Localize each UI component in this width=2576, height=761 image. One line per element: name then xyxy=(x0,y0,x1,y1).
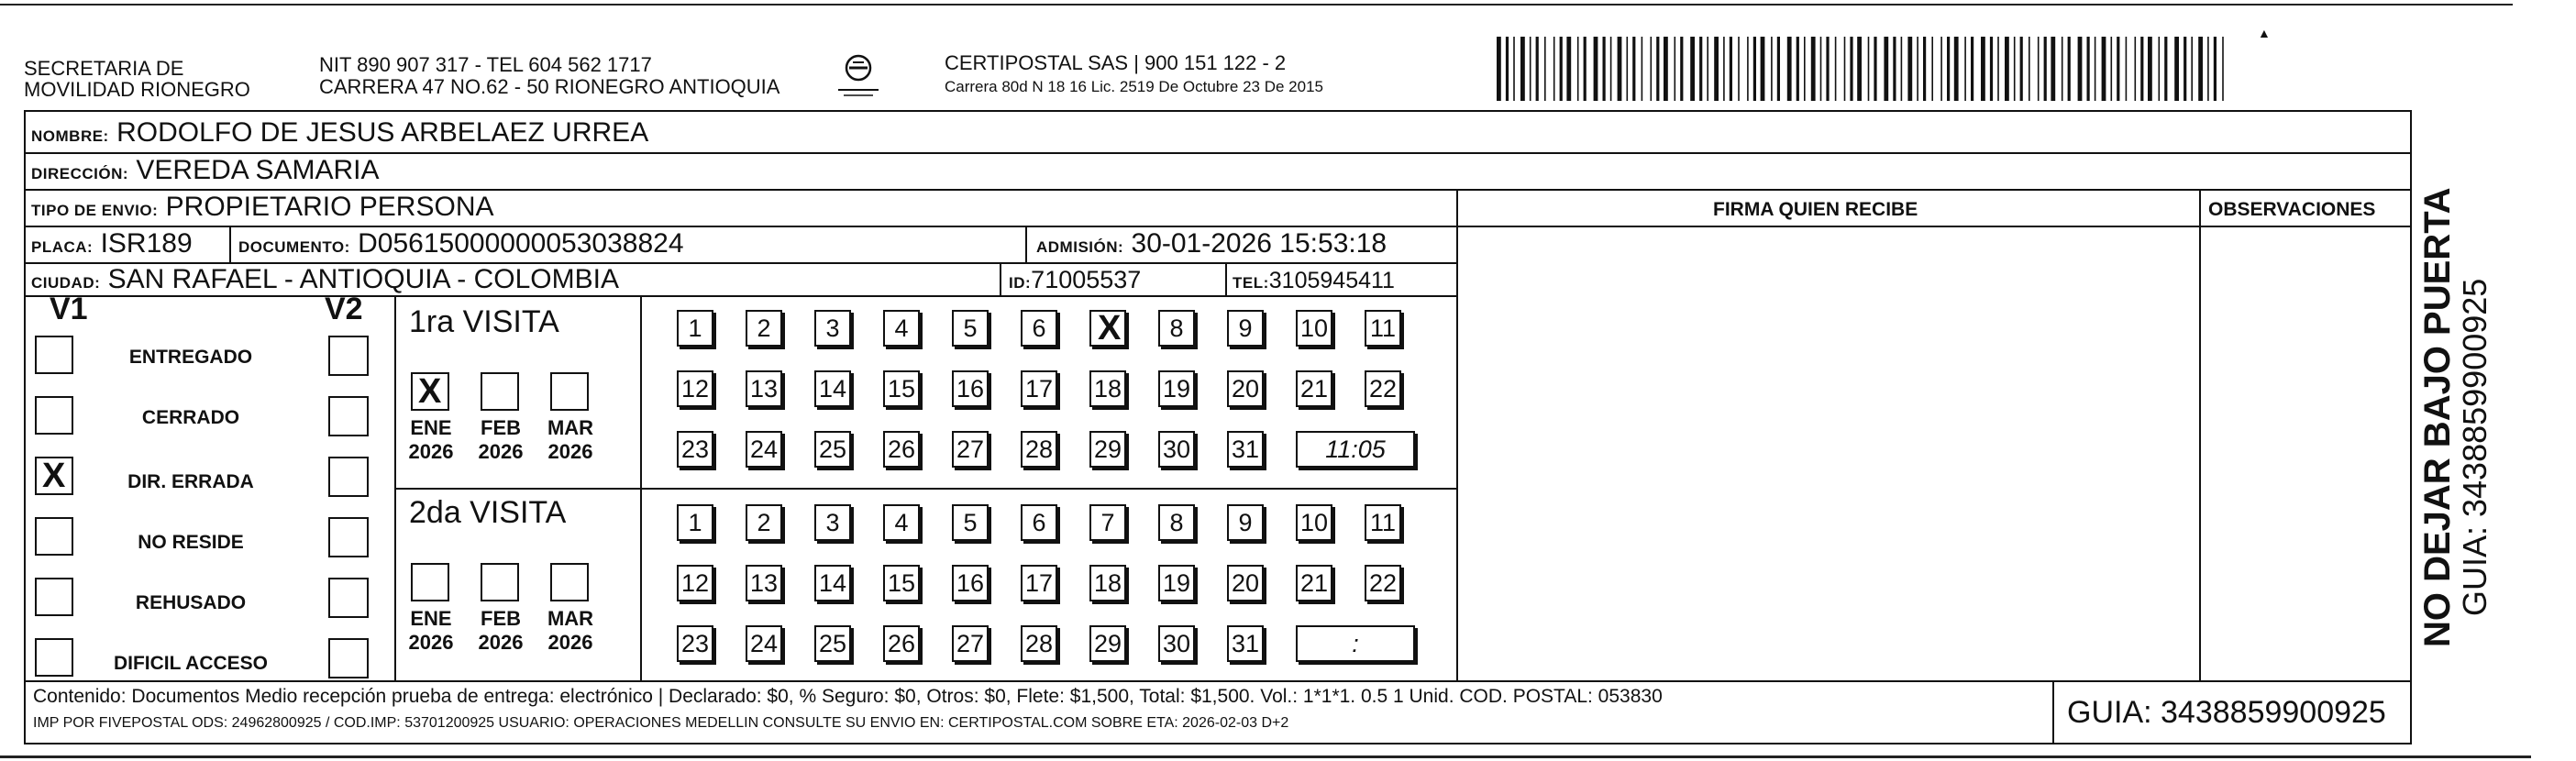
org-name-line2: MOVILIDAD RIONEGRO xyxy=(24,78,250,101)
col-status-right xyxy=(394,295,396,680)
v2-checkbox[interactable] xyxy=(328,457,369,497)
day-cell[interactable]: 2 xyxy=(746,504,782,541)
col-obs-left xyxy=(2199,189,2201,680)
barcode-bar xyxy=(1506,37,1509,101)
v2-checkbox[interactable] xyxy=(328,638,369,678)
barcode-bar xyxy=(2117,37,2119,101)
check-mark: X xyxy=(42,457,66,495)
barcode-bar xyxy=(1868,37,1870,101)
day-cell[interactable]: 4 xyxy=(883,310,920,347)
barcode-bar xyxy=(1820,37,1822,101)
barcode-bar xyxy=(1777,37,1780,101)
day-cell[interactable]: 12 xyxy=(677,565,713,601)
month-checkbox[interactable] xyxy=(550,372,589,411)
barcode-bar xyxy=(2062,37,2063,101)
barcode-bar xyxy=(1520,37,1525,101)
barcode-bar xyxy=(1923,37,1926,101)
footer-contenido: Contenido: Documentos Medio recepción prueba de entrega: electrónico | Declarado: $0, % Seguro: $0, Otros: $0, Flete: $1,500, Total: $1,500. Vol.: 1*1*1. 0.5 1 Unid. COD. POSTAL: 053830 xyxy=(33,686,1663,707)
day-cell[interactable]: 9 xyxy=(1227,504,1264,541)
barcode-bar xyxy=(1513,37,1515,101)
day-cell[interactable]: 15 xyxy=(883,370,920,407)
barcode-bar xyxy=(1753,37,1756,101)
col-visit-right xyxy=(640,295,642,680)
day-cell[interactable]: 3 xyxy=(814,504,851,541)
barcode-bar xyxy=(1811,37,1816,101)
day-cell[interactable]: 15 xyxy=(883,565,920,601)
barcode-bar xyxy=(1594,37,1598,101)
check-mark: X xyxy=(1098,309,1122,347)
month-name: MAR xyxy=(547,607,594,630)
day-cell[interactable]: 18 xyxy=(1089,565,1126,601)
barcode-bar xyxy=(1738,37,1740,101)
documento-value: D05615000000053038824 xyxy=(358,228,684,259)
documento-label: DOCUMENTO: xyxy=(238,238,350,256)
day-cell[interactable]: 14 xyxy=(814,565,851,601)
barcode-bar xyxy=(1901,37,1903,101)
barcode-bar xyxy=(1874,37,1876,101)
day-cell[interactable]: 29 xyxy=(1089,625,1126,662)
col-guia-left xyxy=(2052,680,2054,744)
day-cell[interactable]: 13 xyxy=(746,370,782,407)
sep-tel xyxy=(1225,262,1227,295)
day-cell[interactable]: 18 xyxy=(1089,370,1126,407)
rule-visit-split xyxy=(394,488,1456,490)
day-cell[interactable]: 3 xyxy=(814,310,851,347)
barcode-bar xyxy=(2029,37,2030,101)
barcode-bar xyxy=(2135,37,2137,101)
direccion-label: DIRECCIÓN: xyxy=(31,165,129,182)
time-field[interactable]: 11:05 xyxy=(1296,431,1415,468)
barcode-bar xyxy=(1907,37,1912,101)
firma-header: FIRMA QUIEN RECIBE xyxy=(1713,199,1918,220)
barcode-bar xyxy=(2111,37,2113,101)
v1-header: V1 xyxy=(50,292,88,326)
barcode-bar xyxy=(2102,37,2106,101)
barcode-bar xyxy=(1618,37,1622,101)
barcode-bar xyxy=(1730,37,1732,101)
barcode-bar xyxy=(1632,37,1635,101)
day-cell[interactable]: 11 xyxy=(1365,504,1401,541)
day-cell[interactable]: 26 xyxy=(883,625,920,662)
barcode-bar xyxy=(1787,37,1792,101)
day-cell[interactable]: 10 xyxy=(1296,504,1332,541)
visit2-title: 2da VISITA xyxy=(409,495,567,530)
barcode-bar xyxy=(1651,37,1653,101)
nombre-row xyxy=(31,117,648,152)
barcode-bar xyxy=(2126,37,2128,101)
barcode-bar xyxy=(2140,37,2143,101)
barcode-bar xyxy=(1917,37,1918,101)
tipo-value: PROPIETARIO PERSONA xyxy=(165,192,494,222)
day-cell[interactable]: 13 xyxy=(746,565,782,601)
v2-checkbox[interactable] xyxy=(328,336,369,376)
id-label: ID: xyxy=(1009,274,1032,292)
barcode-bar xyxy=(1997,37,1999,101)
delivery-form xyxy=(24,110,2493,744)
barcode-bar xyxy=(2222,37,2224,101)
id-cell xyxy=(1009,264,1141,299)
month-year: 2026 xyxy=(478,631,524,654)
barcode-bar xyxy=(2095,37,2096,101)
barcode-bar xyxy=(1747,37,1749,101)
ciudad-value: SAN RAFAEL - ANTIOQUIA - COLOMBIA xyxy=(107,264,619,294)
day-cell[interactable]: 14 xyxy=(814,370,851,407)
day-cell[interactable]: 29 xyxy=(1089,431,1126,468)
barcode-bar xyxy=(1680,37,1683,101)
month-year: 2026 xyxy=(547,440,593,463)
barcode-bar xyxy=(1771,37,1773,101)
v2-header: V2 xyxy=(325,292,363,326)
month-year: 2026 xyxy=(547,631,593,654)
v1-checkbox[interactable] xyxy=(35,457,73,495)
month-name: ENE xyxy=(410,416,452,439)
barcode-bar xyxy=(1544,37,1546,101)
barcode-bar xyxy=(2020,37,2023,101)
day-cell[interactable]: 23 xyxy=(677,625,713,662)
barcode-bar xyxy=(1707,37,1708,101)
sep-doc xyxy=(229,226,231,262)
day-cell[interactable]: 20 xyxy=(1227,565,1264,601)
address-line: CARRERA 47 NO.62 - 50 RIONEGRO ANTIOQUIA xyxy=(319,75,780,98)
barcode-bar xyxy=(1690,37,1695,101)
rule-obs xyxy=(2199,226,2410,227)
day-cell[interactable]: 30 xyxy=(1158,431,1195,468)
barcode-bar xyxy=(2184,37,2186,101)
day-cell[interactable]: 19 xyxy=(1158,565,1195,601)
barcode-bar xyxy=(1804,37,1806,101)
day-cell[interactable]: 21 xyxy=(1296,565,1332,601)
barcode-bar xyxy=(1566,37,1571,101)
direccion-row xyxy=(31,155,379,190)
org-name-line1: SECRETARIA DE xyxy=(24,57,184,80)
day-cell[interactable]: 24 xyxy=(746,625,782,662)
documento-cell xyxy=(238,228,684,263)
barcode-bar xyxy=(1723,37,1725,101)
v1-checkbox[interactable] xyxy=(35,578,73,616)
barcode-bar xyxy=(1642,37,1643,101)
side-guia: GUIA: 3438859900925 xyxy=(2456,278,2493,616)
barcode-bar xyxy=(1964,37,1966,101)
status-label: NO RESIDE xyxy=(138,532,244,553)
v1-checkbox[interactable] xyxy=(35,638,73,677)
day-cell[interactable]: 27 xyxy=(952,431,989,468)
check-mark: X xyxy=(418,372,442,411)
barcode-bar xyxy=(1553,37,1555,101)
month-name: FEB xyxy=(481,607,521,630)
v1-checkbox[interactable] xyxy=(35,517,73,556)
direccion-value: VEREDA SAMARIA xyxy=(136,155,380,185)
month-checkbox[interactable] xyxy=(481,372,519,411)
day-cell[interactable]: 1 xyxy=(677,504,713,541)
nombre-value: RODOLFO DE JESUS ARBELAEZ URREA xyxy=(116,117,649,148)
day-cell[interactable]: 5 xyxy=(952,504,989,541)
barcode-bar xyxy=(2014,37,2016,101)
barcode-bar xyxy=(2198,37,2203,101)
top-rule xyxy=(0,4,2513,6)
barcode-bar xyxy=(1761,37,1765,101)
barcode-bar xyxy=(1610,37,1612,101)
observaciones-header: OBSERVACIONES xyxy=(2208,199,2376,220)
day-cell[interactable]: 30 xyxy=(1158,625,1195,662)
barcode-bar xyxy=(1971,37,1973,101)
day-cell[interactable]: 17 xyxy=(1021,565,1057,601)
day-cell[interactable]: 8 xyxy=(1158,504,1195,541)
day-cell[interactable]: 16 xyxy=(952,370,989,407)
day-cell[interactable]: 5 xyxy=(952,310,989,347)
month-checkbox[interactable] xyxy=(411,563,449,601)
barcode-bar xyxy=(2051,37,2055,101)
barcode-bar xyxy=(1826,37,1829,101)
month-checkbox[interactable] xyxy=(481,563,519,601)
placa-value: ISR189 xyxy=(100,228,193,259)
nit-line: NIT 890 907 317 - TEL 604 562 1717 xyxy=(319,53,652,76)
nombre-label: NOMBRE: xyxy=(31,127,109,145)
barcode-bar xyxy=(1664,37,1668,101)
month-year: 2026 xyxy=(408,440,454,463)
day-cell[interactable]: 22 xyxy=(1365,565,1401,601)
barcode-bar xyxy=(1656,37,1659,101)
v2-checkbox[interactable] xyxy=(328,517,369,557)
rule-1 xyxy=(26,152,2410,154)
placa-cell xyxy=(31,228,193,263)
barcode-bar xyxy=(2159,37,2161,101)
day-cell[interactable]: 31 xyxy=(1227,431,1264,468)
bottom-rule xyxy=(0,755,2531,758)
barcode-bar xyxy=(1584,37,1587,101)
rule-2 xyxy=(26,189,2410,191)
barcode-bar xyxy=(2207,37,2209,101)
day-cell[interactable]: 16 xyxy=(952,565,989,601)
month-checkbox[interactable] xyxy=(411,372,449,411)
day-cell[interactable]: 7 xyxy=(1089,504,1126,541)
barcode-bar xyxy=(1797,37,1799,101)
barcode-bar xyxy=(2078,37,2083,101)
barcode-bar xyxy=(2044,37,2047,101)
day-cell[interactable]: 8 xyxy=(1158,310,1195,347)
v1-checkbox[interactable] xyxy=(35,336,73,374)
barcode-bar xyxy=(1530,37,1531,101)
barcode-bar xyxy=(1850,37,1852,101)
rule-firma xyxy=(1456,226,2199,227)
courier-line2: Carrera 80d N 18 16 Lic. 2519 De Octubre 23 De 2015 xyxy=(945,78,1323,95)
barcode-bar xyxy=(1603,37,1606,101)
barcode-bar xyxy=(1857,37,1862,101)
tipo-row xyxy=(31,192,494,226)
barcode-bar xyxy=(1940,37,1942,101)
barcode-bar xyxy=(1560,37,1563,101)
month-year: 2026 xyxy=(408,631,454,654)
day-cell[interactable]: 28 xyxy=(1021,431,1057,468)
barcode-bar xyxy=(1947,37,1950,101)
v2-checkbox[interactable] xyxy=(328,578,369,618)
barcode-bar xyxy=(1884,37,1888,101)
day-cell[interactable]: 17 xyxy=(1021,370,1057,407)
status-label: ENTREGADO xyxy=(128,347,253,368)
month-name: ENE xyxy=(410,607,452,630)
barcode-bar xyxy=(1954,37,1959,101)
day-cell[interactable]: 1 xyxy=(677,310,713,347)
status-label: CERRADO xyxy=(141,407,240,428)
barcode-bar xyxy=(1536,37,1539,101)
day-cell[interactable]: 11 xyxy=(1365,310,1401,347)
barcode-bar xyxy=(1844,37,1846,101)
placa-label: PLACA: xyxy=(31,238,94,256)
day-cell[interactable]: 31 xyxy=(1227,625,1264,662)
guia-box-number: GUIA: 3438859900925 xyxy=(2067,695,2386,730)
visit1-title: 1ra VISITA xyxy=(409,304,559,339)
barcode-bar xyxy=(1675,37,1676,101)
barcode-bar xyxy=(2214,37,2217,101)
barcode-bar xyxy=(2148,37,2152,101)
id-value: 71005537 xyxy=(1031,266,1142,293)
day-cell[interactable]: 20 xyxy=(1227,370,1264,407)
barcode-bar xyxy=(2191,37,2193,101)
day-cell[interactable]: 19 xyxy=(1158,370,1195,407)
v1-checkbox[interactable] xyxy=(35,396,73,435)
barcode-bar xyxy=(1835,37,1837,101)
barcode-bar xyxy=(1990,37,1993,101)
month-name: MAR xyxy=(547,416,594,439)
month-checkbox[interactable] xyxy=(550,563,589,601)
month-year: 2026 xyxy=(478,440,524,463)
sep-adm xyxy=(1025,226,1027,262)
day-cell[interactable]: 6 xyxy=(1021,504,1057,541)
barcode-bar xyxy=(2087,37,2090,101)
barcode-bar xyxy=(1714,37,1719,101)
barcode-bar xyxy=(2038,37,2040,101)
day-cell[interactable] xyxy=(1089,310,1126,347)
barcode-bar xyxy=(2164,37,2167,101)
day-cell[interactable]: 28 xyxy=(1021,625,1057,662)
barcode-bar xyxy=(1981,37,1985,101)
day-cell[interactable]: 27 xyxy=(952,625,989,662)
status-label: REHUSADO xyxy=(135,592,247,613)
tel-value: 3105945411 xyxy=(1268,268,1395,293)
col-firma-left xyxy=(1456,189,1458,680)
barcode-bar xyxy=(2005,37,2009,101)
day-cell[interactable]: 25 xyxy=(814,431,851,468)
tel-label: TEL: xyxy=(1233,274,1269,292)
admision-cell xyxy=(1036,228,1387,263)
status-label: DIR. ERRADA xyxy=(127,471,254,492)
status-label: DIFICIL ACCESO xyxy=(113,653,268,674)
day-cell[interactable]: 9 xyxy=(1227,310,1264,347)
barcode-bar xyxy=(2068,37,2071,101)
day-cell[interactable]: 6 xyxy=(1021,310,1057,347)
day-cell[interactable]: 21 xyxy=(1296,370,1332,407)
side-warning: NO DEJAR BAJO PUERTA xyxy=(2417,187,2458,647)
barcode-bar xyxy=(1577,37,1579,101)
day-cell[interactable]: 25 xyxy=(814,625,851,662)
tel-cell xyxy=(1233,264,1395,299)
sep-id xyxy=(1000,262,1001,295)
day-cell[interactable]: 26 xyxy=(883,431,920,468)
time-field[interactable]: : xyxy=(1296,625,1415,662)
barcode xyxy=(1497,37,2230,101)
ciudad-label: CIUDAD: xyxy=(31,274,101,292)
tipo-label: TIPO DE ENVIO: xyxy=(31,202,159,219)
barcode-bar xyxy=(1893,37,1896,101)
courier-line1: CERTIPOSTAL SAS | 900 151 122 - 2 xyxy=(945,51,1287,74)
admision-value: 30-01-2026 15:53:18 xyxy=(1131,228,1388,259)
day-cell[interactable]: 4 xyxy=(883,504,920,541)
day-cell[interactable]: 10 xyxy=(1296,310,1332,347)
footer-imp: IMP POR FIVEPOSTAL ODS: 24962800925 / COD.IMP: 53701200925 USUARIO: OPERACIONES MEDELLIN CONSULTE SU ENVIO EN: CERTIPOSTAL.COM SOBRE ETA: 2026-02-03 D+2 xyxy=(33,715,1289,731)
barcode-bar xyxy=(1931,37,1933,101)
barcode-bar xyxy=(1699,37,1702,101)
day-cell[interactable]: 22 xyxy=(1365,370,1401,407)
caret-mark: ▲ xyxy=(2258,26,2271,40)
barcode-bar xyxy=(1627,37,1629,101)
v2-checkbox[interactable] xyxy=(328,396,369,436)
day-cell[interactable]: 24 xyxy=(746,431,782,468)
month-name: FEB xyxy=(481,416,521,439)
barcode-bar xyxy=(2174,37,2179,101)
admision-label: ADMISIÓN: xyxy=(1036,238,1124,256)
day-cell[interactable]: 12 xyxy=(677,370,713,407)
certipostal-logo-icon xyxy=(836,48,880,99)
barcode-bar xyxy=(1497,37,1501,101)
day-cell[interactable]: 23 xyxy=(677,431,713,468)
day-cell[interactable]: 2 xyxy=(746,310,782,347)
